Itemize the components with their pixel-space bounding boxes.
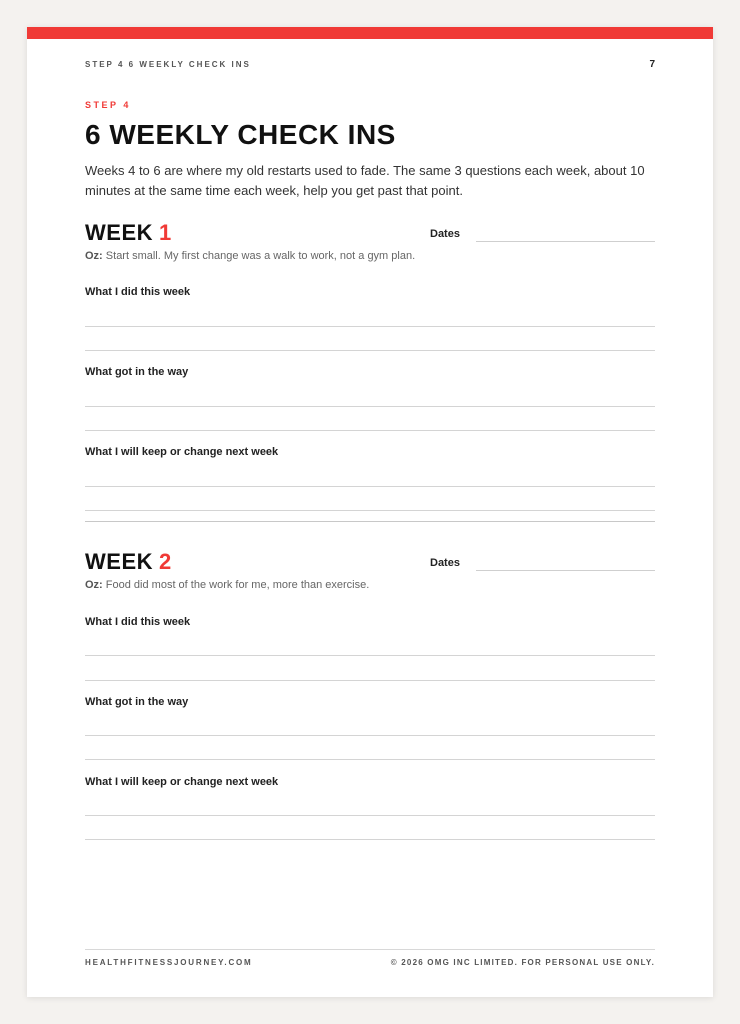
- footer-rule: [85, 949, 655, 950]
- write-line[interactable]: [85, 326, 655, 327]
- page-content: [85, 27, 655, 997]
- question-label: What I did this week: [85, 616, 191, 628]
- write-line[interactable]: [85, 759, 655, 760]
- write-line[interactable]: [85, 510, 655, 511]
- week-1-heading: [85, 220, 172, 246]
- week-2-heading: [85, 549, 172, 575]
- week-1-number: 1: [159, 220, 172, 245]
- running-title: STEP 4 6 WEEKLY CHECK INS: [85, 60, 251, 69]
- write-line[interactable]: [85, 350, 655, 351]
- week-1-note-text: Start small. My first change was a walk to work, not a gym plan.: [105, 250, 416, 262]
- week-2-dates-field[interactable]: [476, 570, 655, 571]
- page-title: 6 WEEKLY CHECK INS: [85, 119, 396, 150]
- week-2-section: [85, 549, 655, 849]
- week-1-note: [85, 250, 415, 262]
- week-1-dates-label: Dates: [430, 228, 460, 240]
- note-prefix: Oz:: [85, 250, 103, 262]
- week-word: WEEK: [85, 549, 153, 574]
- write-line[interactable]: [85, 406, 655, 407]
- section-divider: [85, 521, 655, 522]
- write-line[interactable]: [85, 680, 655, 681]
- write-line[interactable]: [85, 486, 655, 487]
- question-label: What got in the way: [85, 696, 189, 708]
- write-line[interactable]: [85, 839, 655, 840]
- week-2-dates-label: Dates: [430, 557, 460, 569]
- write-line[interactable]: [85, 655, 655, 656]
- footer-website: HEALTHFITNESSJOURNEY.COM: [85, 958, 253, 967]
- running-header: [85, 60, 655, 72]
- week-1-section: [85, 220, 655, 520]
- write-line[interactable]: [85, 735, 655, 736]
- question-label: What got in the way: [85, 366, 189, 378]
- worksheet-page: [27, 27, 713, 997]
- page-number: 7: [649, 59, 655, 70]
- week-word: WEEK: [85, 220, 153, 245]
- question-label: What I will keep or change next week: [85, 446, 279, 458]
- write-line[interactable]: [85, 430, 655, 431]
- write-line[interactable]: [85, 815, 655, 816]
- note-prefix: Oz:: [85, 579, 103, 591]
- step-label: STEP 4: [85, 100, 131, 110]
- week-2-note: [85, 579, 369, 591]
- week-2-note-text: Food did most of the work for me, more than exercise.: [105, 579, 370, 591]
- week-1-dates-field[interactable]: [476, 241, 655, 242]
- question-label: What I will keep or change next week: [85, 776, 279, 788]
- intro-text: Weeks 4 to 6 are where my old restarts used to fade. The same 3 questions each week, about 10 minutes at the same time each week, help you get past that point.: [85, 163, 645, 198]
- week-2-number: 2: [159, 549, 172, 574]
- footer-copyright: © 2026 OMG INC LIMITED. FOR PERSONAL USE ONLY.: [390, 958, 655, 967]
- question-label: What I did this week: [85, 286, 191, 298]
